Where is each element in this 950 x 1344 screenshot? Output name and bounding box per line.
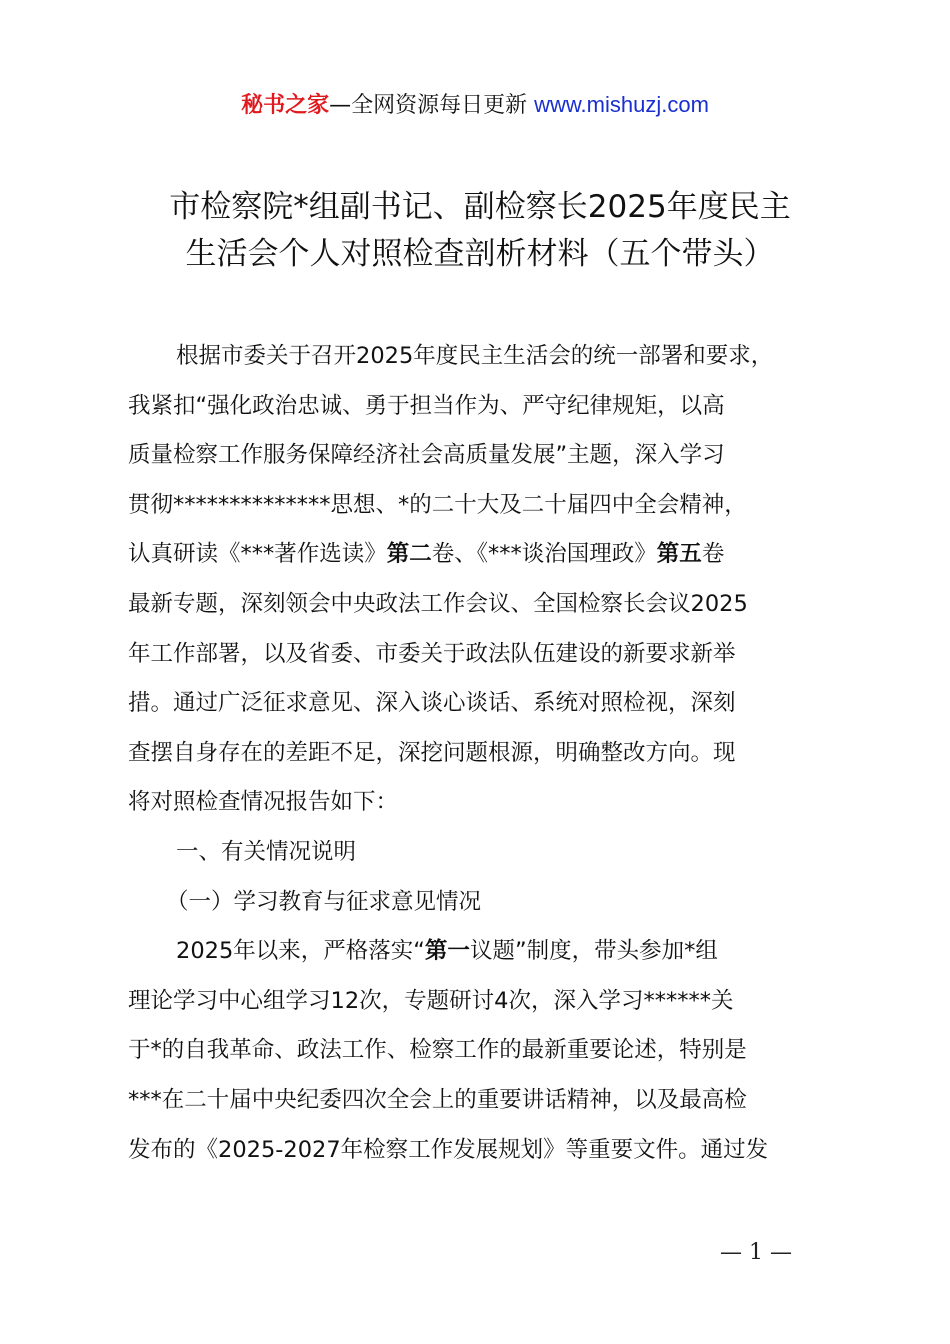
body-line: 我紧扣“强化政治忠诚、勇于担当作为、严守纪律规矩，以高 bbox=[128, 392, 725, 419]
body-line: 贯彻**************思想、*的二十大及二十届四中全会精神， bbox=[128, 491, 747, 518]
body-line bbox=[128, 530, 838, 580]
title-line-2: 生活会个人对照检查剖析材料（五个带头） bbox=[185, 236, 775, 272]
text-span: 2025年以来，严格落实“ bbox=[176, 938, 425, 965]
body-line: 质量检察工作服务保障经济社会高质量发展”主题，深入学习 bbox=[128, 442, 725, 469]
site-banner bbox=[0, 88, 950, 123]
bold-text: 第五 bbox=[656, 541, 702, 568]
body-line: 措。通过广泛征求意见、深入谈心谈话、系统对照检视，深刻 bbox=[128, 690, 736, 717]
section-heading-2: （一）学习教育与征求意见情况 bbox=[166, 888, 482, 915]
body-line: 最新专题，深刻领会中央政法工作会议、全国检察长会议2025 bbox=[128, 590, 748, 617]
body-line: 年工作部署，以及省委、市委关于政法队伍建设的新要求新举 bbox=[128, 640, 736, 667]
body-line: 发布的《2025-2027年检察工作发展规划》等重要文件。通过发 bbox=[128, 1136, 769, 1163]
title-line-1: 市检察院*组副书记、副检察长2025年度民主 bbox=[169, 189, 791, 225]
bold-text: 第二 bbox=[386, 541, 432, 568]
body-line: 理论学习中心组学习12次，专题研讨4次，深入学习******关 bbox=[128, 987, 734, 1014]
document-body bbox=[128, 332, 838, 1175]
body-line: 将对照检查情况报告如下： bbox=[128, 789, 399, 816]
text-span: 议题”制度，带头参加*组 bbox=[469, 938, 718, 965]
body-line: ***在二十届中央纪委四次全会上的重要讲话精神，以及最高检 bbox=[128, 1086, 747, 1113]
brand-name: 秘书之家 bbox=[241, 93, 330, 118]
body-line: 根据市委关于召开2025年度民主生活会的统一部署和要求， bbox=[176, 343, 774, 369]
bold-text: 第一 bbox=[424, 938, 470, 965]
text-span: 认真研读《***著作选读》 bbox=[128, 541, 387, 568]
site-url[interactable]: www.mishuzj.com bbox=[534, 92, 709, 117]
body-line bbox=[128, 927, 838, 977]
section-heading-1: 一、有关情况说明 bbox=[176, 838, 357, 865]
body-line: 查摆自身存在的差距不足，深挖问题根源，明确整改方向。现 bbox=[128, 739, 736, 766]
page-number: — 1 — bbox=[720, 1240, 792, 1265]
text-span: 卷、《***谈治国理政》 bbox=[431, 541, 657, 568]
text-span: 卷 bbox=[701, 541, 725, 568]
document-title bbox=[120, 184, 840, 278]
body-line: 于*的自我革命、政法工作、检察工作的最新重要论述，特别是 bbox=[128, 1037, 747, 1064]
banner-slogan: —全网资源每日更新 bbox=[329, 93, 528, 118]
